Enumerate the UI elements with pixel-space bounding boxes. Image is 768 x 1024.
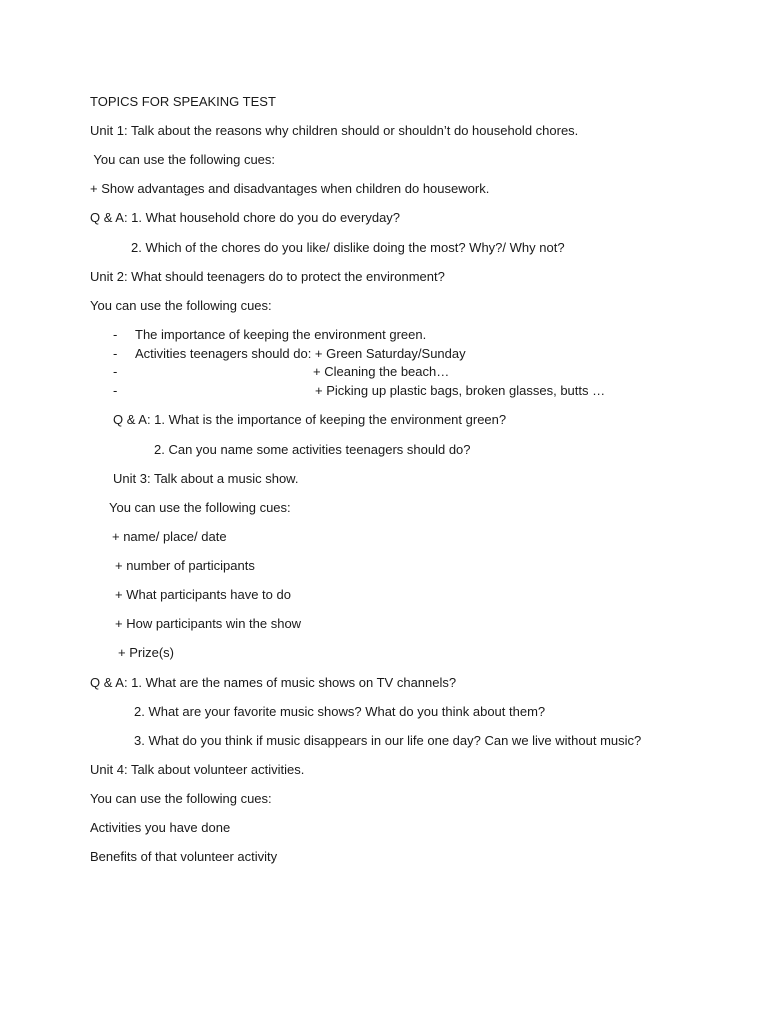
unit1-heading: Unit 1: Talk about the reasons why children should or shouldn’t do household chores. [90, 123, 579, 138]
bullet-marker: - [113, 346, 118, 361]
unit3-cue-5: + Prize(s) [118, 645, 174, 660]
document-title: TOPICS FOR SPEAKING TEST [90, 94, 276, 109]
unit4-cues-intro: You can use the following cues: [90, 791, 272, 806]
unit3-cue-4: + How participants win the show [115, 616, 302, 631]
unit1-question-2: 2. Which of the chores do you like/ dislike doing the most? Why?/ Why not? [131, 240, 565, 255]
unit2-bullet-1: The importance of keeping the environment green. [135, 327, 427, 342]
unit2-bullet-2: Activities teenagers should do: + Green Saturday/Sunday [135, 346, 466, 361]
unit3-cues-intro: You can use the following cues: [109, 500, 291, 515]
unit2-question-1: Q & A: 1. What is the importance of keeping the environment green? [113, 412, 507, 427]
bullet-marker: - [113, 383, 118, 398]
unit1-cues-intro: You can use the following cues: [90, 152, 276, 167]
unit3-cue-2: + number of participants [115, 558, 255, 573]
unit4-heading: Unit 4: Talk about volunteer activities. [90, 762, 305, 777]
unit2-question-2: 2. Can you name some activities teenagers should do? [154, 442, 471, 457]
unit2-cues-intro: You can use the following cues: [90, 298, 272, 313]
unit4-cue-1: Activities you have done [90, 820, 231, 835]
unit1-question-1: Q & A: 1. What household chore do you do everyday? [90, 210, 401, 225]
unit2-bullet-3: + Cleaning the beach… [313, 364, 450, 379]
bullet-marker: - [113, 364, 118, 379]
unit3-question-3: 3. What do you think if music disappears in our life one day? Can we live without music? [134, 733, 642, 748]
unit1-cue: + Show advantages and disadvantages when children do housework. [90, 181, 490, 196]
unit4-cue-2: Benefits of that volunteer activity [90, 849, 278, 864]
unit2-bullet-4: + Picking up plastic bags, broken glasses, butts … [315, 383, 606, 398]
unit3-cue-3: + What participants have to do [115, 587, 291, 602]
unit2-heading: Unit 2: What should teenagers do to protect the environment? [90, 269, 445, 284]
unit3-cue-1: + name/ place/ date [112, 529, 227, 544]
unit3-question-1: Q & A: 1. What are the names of music shows on TV channels? [90, 675, 457, 690]
unit3-question-2: 2. What are your favorite music shows? What do you think about them? [134, 704, 546, 719]
bullet-marker: - [113, 327, 118, 342]
unit3-heading: Unit 3: Talk about a music show. [113, 471, 299, 486]
